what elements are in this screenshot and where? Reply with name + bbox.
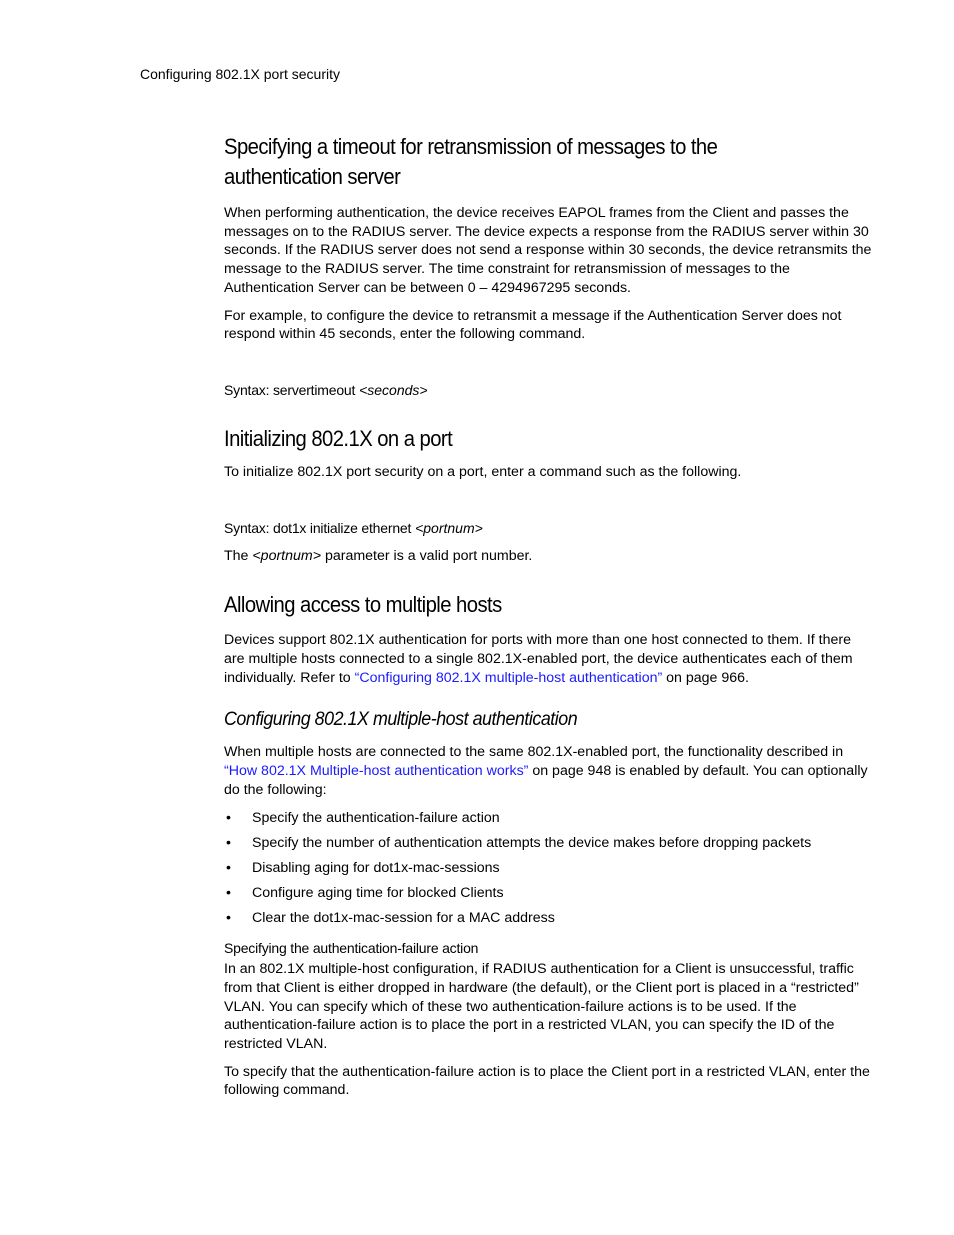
- parameter-portnum: <portnum>: [252, 547, 322, 564]
- running-header: Configuring 802.1X port security: [140, 66, 340, 82]
- paragraph-multiple-hosts: [224, 631, 872, 687]
- list-item: [224, 909, 872, 928]
- paragraph-retransmission-intro: When performing authentication, the device receives EAPOL frames from the Client and passes the messages on to the RADIUS server. The device expects a response from the RADIUS server within 30 seconds. If the RADIUS server does not send a response within 30 seconds, the device retransmits the message to the RADIUS server. The time constraint for retransmission of messages to the Authentication Server can be between 0 – 4294967295 seconds.: [224, 205, 872, 296]
- syntax-parameter: <seconds>: [359, 381, 428, 398]
- text-segment: The: [224, 547, 253, 564]
- paragraph-auth-failure-action: In an 802.1X multiple-host configuration, if RADIUS authentication for a Client is unsuccessful, traffic from that Client is either dropped in hardware (the default), or the Client port is placed in a “restricted” VLAN. You can specify which of these two authentication-failure actions is to be used. If the authentication-failure action is to place the port in a restricted VLAN, you can specify the ID of the restricted VLAN.: [224, 961, 859, 1053]
- text-segment: When multiple hosts are connected to the same 802.1X-enabled port, the functionality described in: [224, 744, 844, 761]
- cross-reference-link[interactable]: “Configuring 802.1X multiple-host authentication”: [354, 669, 663, 686]
- paragraph-initializing-intro: To initialize 802.1X port security on a port, enter a command such as the following.: [224, 463, 742, 480]
- paragraph-multiple-host-auth: [224, 743, 872, 799]
- list-item-text: Clear the dot1x-mac-session for a MAC address: [252, 909, 555, 926]
- paragraph-retransmission-example: For example, to configure the device to retransmit a message if the Authentication Server does not respond within 45 seconds, enter the following command.: [224, 307, 842, 343]
- section-title-line-1: Specifying a timeout for retransmission of messages to the: [224, 134, 718, 159]
- list-item: [224, 834, 872, 853]
- syntax-servertimeout: [224, 381, 872, 399]
- syntax-command: Syntax: servertimeout: [224, 381, 356, 398]
- section-title-multiple-hosts: Allowing access to multiple hosts: [224, 592, 502, 618]
- list-item-text: Configure aging time for blocked Clients: [252, 884, 504, 901]
- list-item-text: Specify the authentication-failure action: [252, 809, 500, 826]
- text-segment: on page 948 is enabled by default. You can optionally do the following:: [224, 763, 868, 798]
- section-title-initializing: Initializing 802.1X on a port: [224, 425, 453, 451]
- section-title-retransmission-timeout: [224, 132, 820, 192]
- bullet-icon: •: [226, 884, 231, 901]
- list-item-text: Specify the number of authentication attempts the device makes before dropping packets: [252, 834, 812, 851]
- syntax-parameter: <portnum>: [415, 519, 483, 536]
- list-item: [224, 859, 872, 878]
- options-list: [224, 809, 872, 928]
- bullet-icon: •: [226, 859, 231, 876]
- text-segment: Devices support 802.1X authentication for ports with more than one host connected to them. If there are multiple hosts connected to a single 802.1X-enabled port, the device authenticates each of them individually. Refer to: [224, 632, 853, 686]
- paragraph-portnum-description: [224, 547, 872, 566]
- bullet-icon: •: [226, 809, 231, 826]
- list-item-text: Disabling aging for dot1x-mac-sessions: [252, 859, 500, 876]
- cross-reference-link[interactable]: “How 802.1X Multiple-host authentication works”: [224, 763, 529, 780]
- syntax-dot1x-initialize: [224, 519, 872, 537]
- paragraph-restricted-vlan-command: To specify that the authentication-failure action is to place the Client port in a restricted VLAN, enter the following command.: [224, 1063, 870, 1099]
- subsection-title-multiple-host-auth: Configuring 802.1X multiple-host authentication: [224, 709, 578, 731]
- bullet-icon: •: [226, 909, 231, 926]
- page-content: [224, 130, 872, 1100]
- subheading-auth-failure-action: Specifying the authentication-failure action: [224, 940, 479, 957]
- list-item: [224, 809, 872, 828]
- text-segment: on page 966.: [662, 669, 749, 686]
- list-item: [224, 884, 872, 903]
- syntax-command: Syntax: dot1x initialize ethernet: [224, 519, 412, 536]
- section-title-line-2: authentication server: [224, 164, 401, 189]
- text-segment: parameter is a valid port number.: [321, 547, 533, 564]
- bullet-icon: •: [226, 834, 231, 851]
